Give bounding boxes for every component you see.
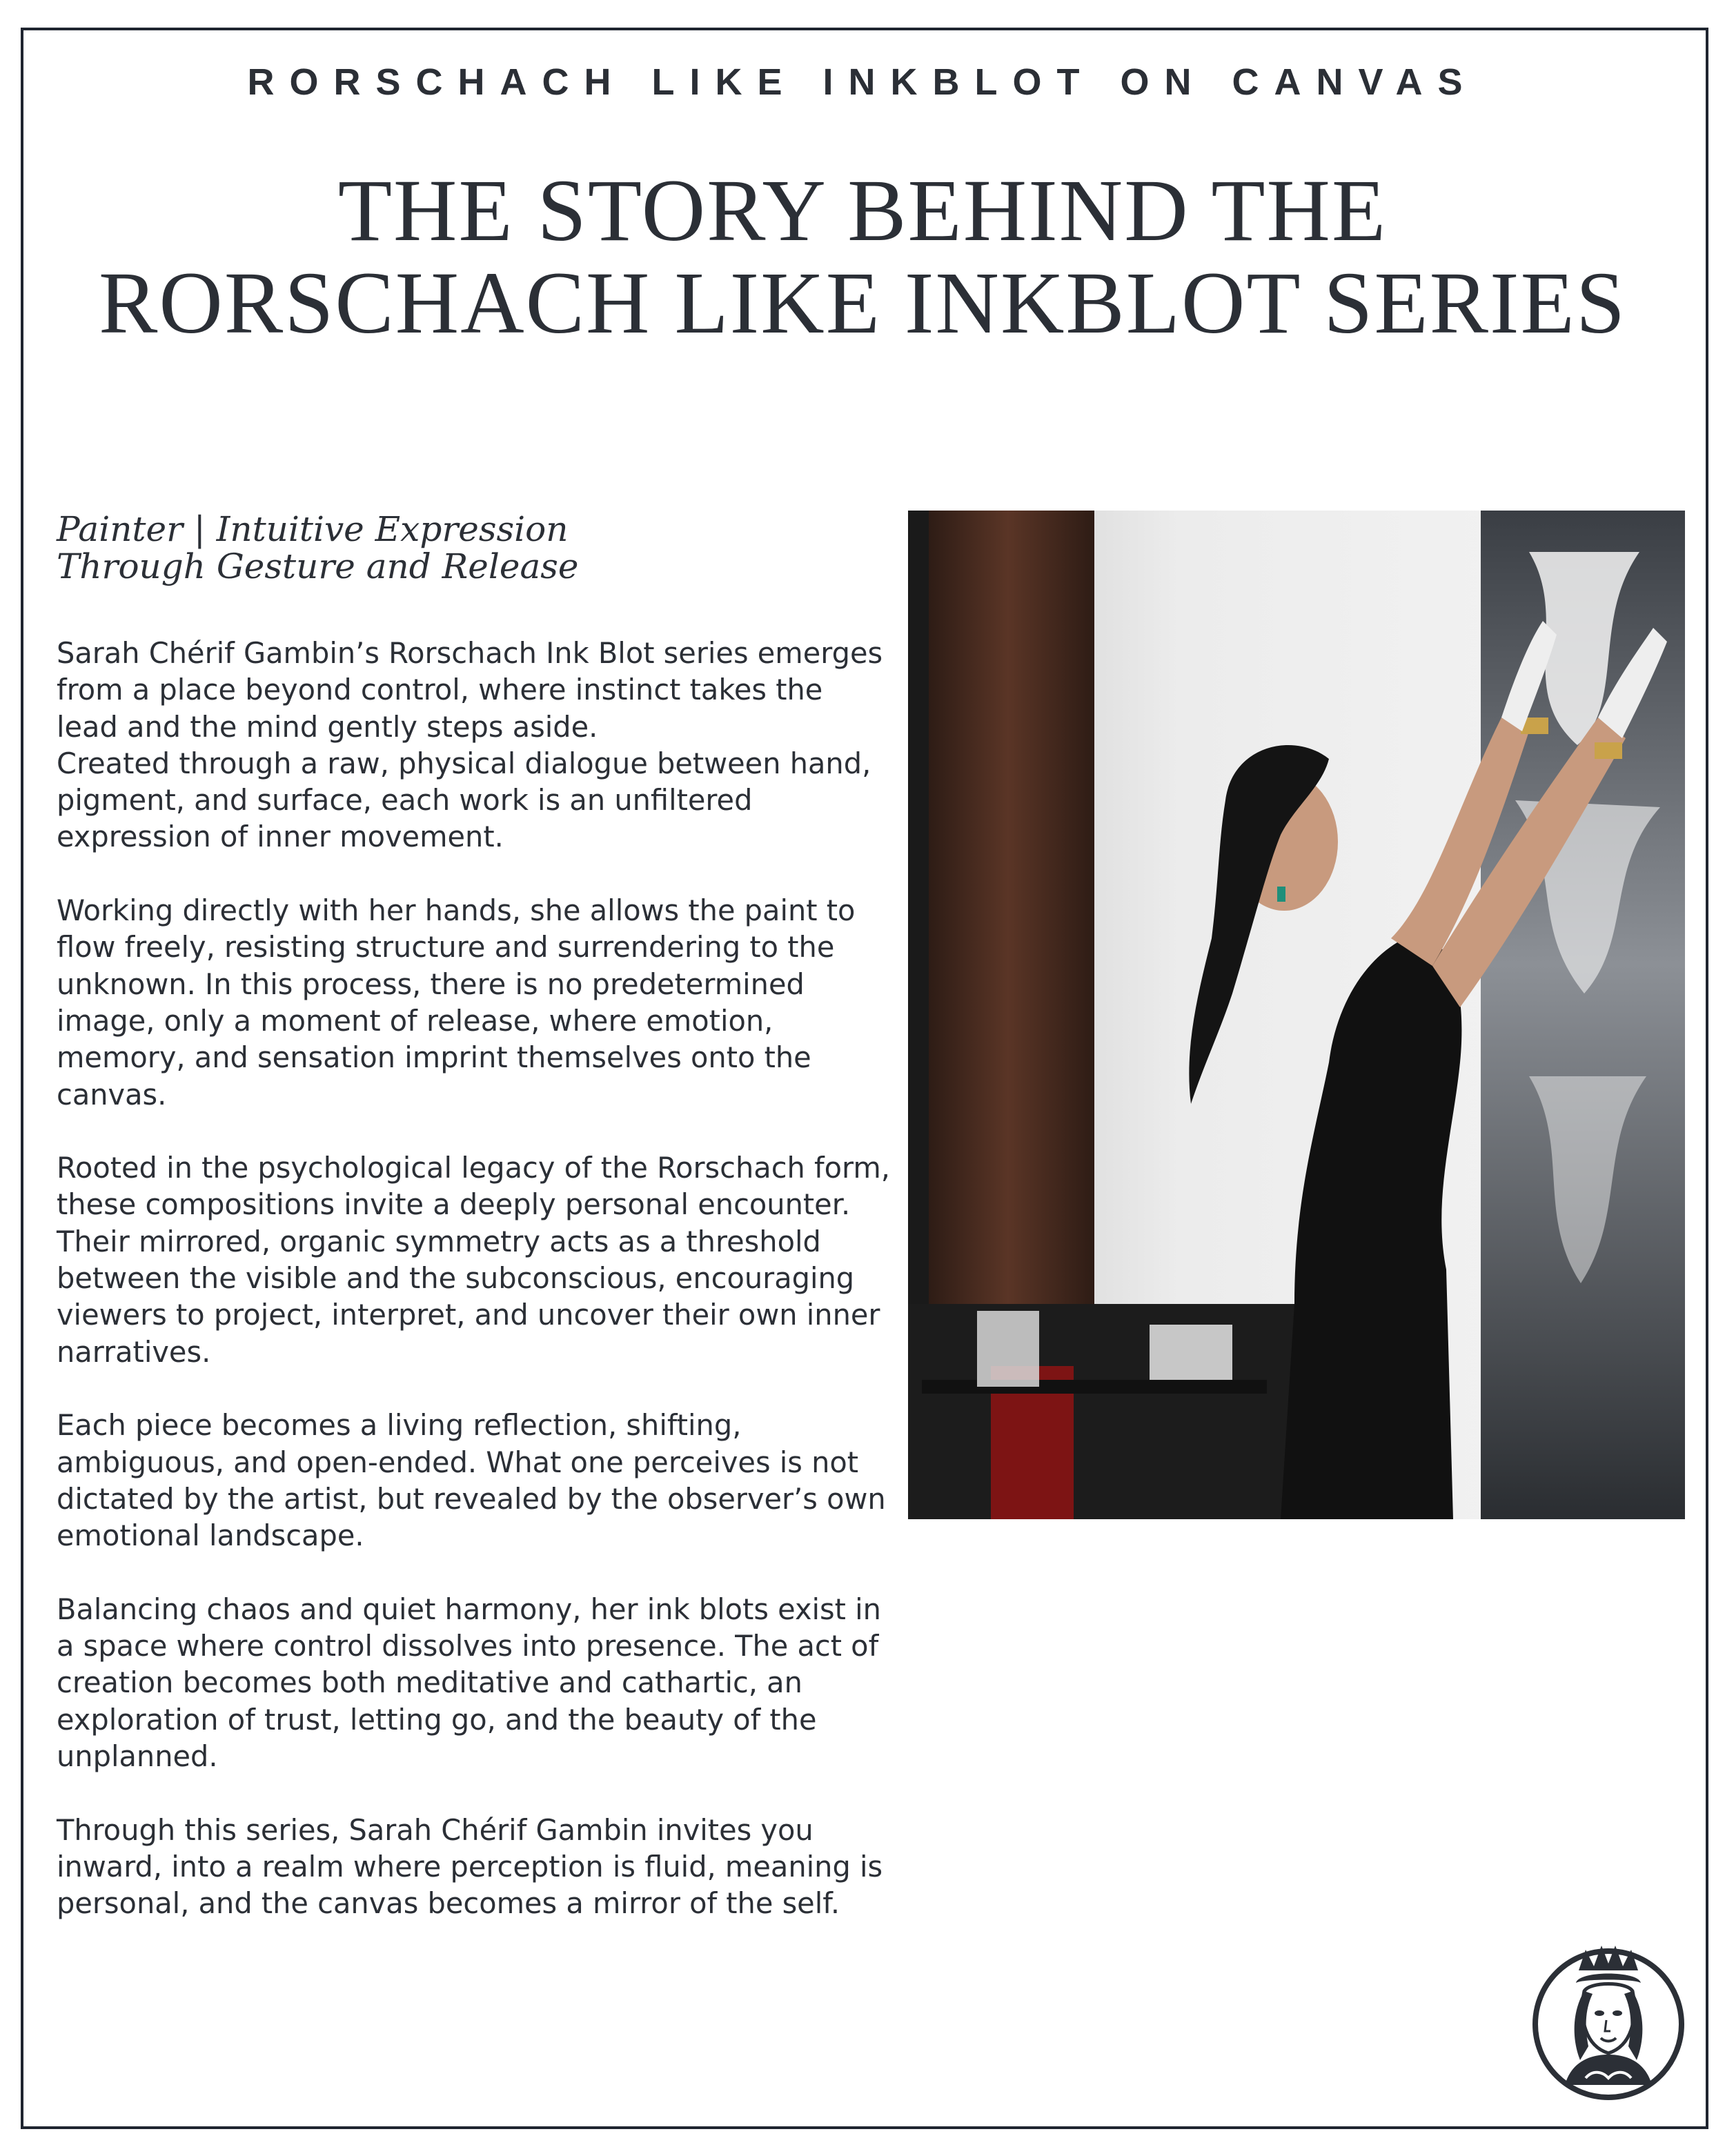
paragraph-intro	[57, 635, 891, 856]
subtitle-line-2: Through Gesture and Release	[57, 546, 579, 586]
subtitle-line-1: Painter | Intuitive Expression	[57, 509, 569, 549]
title-line-1: THE STORY BEHIND THE	[337, 161, 1388, 259]
paragraph-intro-line-2: Created through a raw, physical dialogue between hand, pigment, and surface, each work is an unfiltered expression of inner movement.	[57, 746, 871, 854]
paragraph: Balancing chaos and quiet harmony, her ink blots exist in a space where control dissolves into presence. The act of creation becomes both meditative and cathartic, an exploration of trust, letting go, and the beauty of the unplanned.	[57, 1592, 881, 1773]
title-line-2: RORSCHACH LIKE INKBLOT SERIES	[99, 254, 1626, 352]
paragraph: Through this series, Sarah Chérif Gambin invites you inward, into a realm where perception is fluid, meaning is personal, and the canvas becomes a mirror of the self.	[57, 1812, 883, 1921]
page-title	[0, 161, 1725, 352]
subtitle	[57, 511, 885, 585]
paragraph: Each piece becomes a living reflection, shifting, ambiguous, and open-ended. What one perceives is not dictated by the artist, but revealed by the observer’s own emotional landscape.	[57, 1408, 886, 1553]
artist-painting-photo	[908, 511, 1685, 1519]
body-text	[57, 635, 891, 1959]
eyebrow-heading: RORSCHACH LIKE INKBLOT ON CANVAS	[247, 61, 1478, 103]
paragraph: Rooted in the psychological legacy of the Rorschach form, these compositions invite a deeply personal encounter. Their mirrored, organic symmetry acts as a threshold between the visible and the subconscious, encouraging viewers to project, interpret, and uncover their own inner narratives.	[57, 1151, 890, 1369]
paragraph: Working directly with her hands, she allows the paint to flow freely, resisting structure and surrendering to the unknown. In this process, there is no predetermined image, only a moment of release, where emotion, memory, and sensation imprint themselves onto the canvas.	[57, 893, 856, 1111]
crowned-figure-emblem-icon	[1530, 1943, 1686, 2101]
paragraph-intro-line-1: Sarah Chérif Gambin’s Rorschach Ink Blot series emerges from a place beyond control, where instinct takes the lead and the mind gently steps aside.	[57, 636, 883, 744]
